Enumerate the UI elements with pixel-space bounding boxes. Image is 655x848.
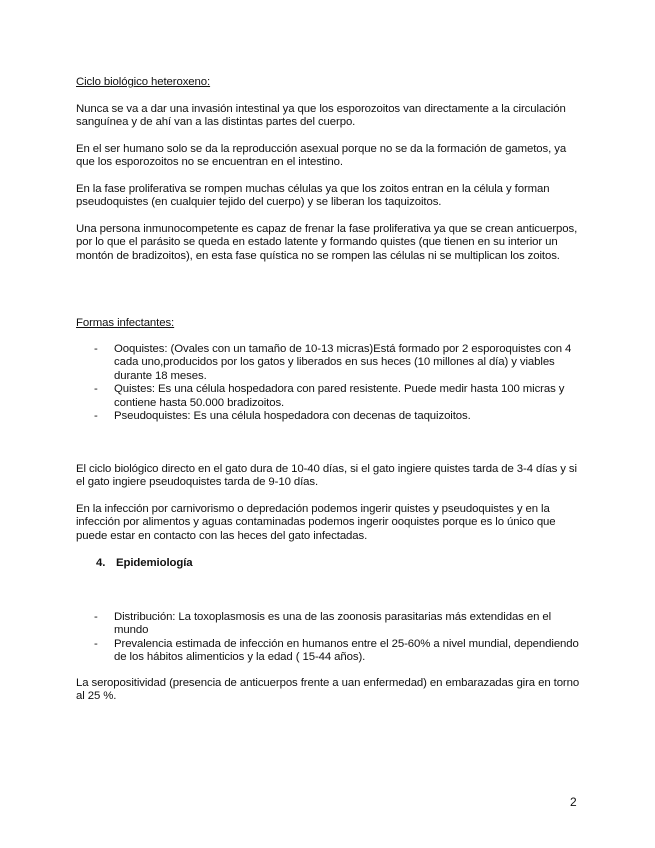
list-item <box>76 410 582 423</box>
ciclo-paragraph-4: Una persona inmunocompetente es capaz de frenar la fase proliferativa ya que se crean anticuerpos, por lo que el parásito se queda en estado latente y formando quistes (que tienen en su interior un montón de bradizoitos), en esta fase quística no se rompen las células ni se multiplican los zoitos. <box>76 223 578 262</box>
ciclo-heading: Ciclo biológico heteroxeno: <box>76 76 211 88</box>
list-item-text: Ooquistes: (Ovales con un tamaño de 10-13 micras)Está formado por 2 esporoquistes con 4 cada uno,producidos por los gatos y liberados en sus heces (10 millones al día) y viables durante 18 meses. <box>114 343 572 382</box>
list-item-text: Prevalencia estimada de infección en humanos entre el 25-60% a nivel mundial, dependiendo de los hábitos alimenticios y la edad ( 15-44 años). <box>114 637 579 664</box>
formas-list <box>76 343 582 423</box>
list-item <box>76 383 582 410</box>
list-item-text: Quistes: Es una célula hospedadora con pared resistente. Puede medir hasta 100 micras y contiene hasta 50.000 bradizoitos. <box>114 383 565 409</box>
section-number: 4. <box>96 557 106 569</box>
ciclo-directo-paragraph-2: En la infección por carnivorismo o depredación podemos ingerir quistes y pseudoquistes y en la infección por alimentos y aguas contaminadas podemos ingerir ooquistes porque es lo único que puede estar en contacto con las heces del gato infectadas. <box>76 503 556 542</box>
ciclo-directo-paragraph-1: El ciclo biológico directo en el gato dura de 10-40 días, si el gato ingiere quistes tarda de 3-4 días y si el gato ingiere pseudoquistes tarda de 9-10 días. <box>76 463 577 489</box>
list-dash: - <box>94 383 98 396</box>
list-item-text: Pseudoquistes: Es una célula hospedadora con decenas de taquizoitos. <box>114 410 471 423</box>
list-dash: - <box>94 637 98 650</box>
list-item-text: Distribución: La toxoplasmosis es una de las zoonosis parasitarias más extendidas en el mundo <box>114 611 552 637</box>
list-dash: - <box>94 611 98 623</box>
list-item <box>76 343 582 383</box>
section-title: Epidemiología <box>116 557 193 569</box>
epidemiologia-list <box>76 611 582 665</box>
ciclo-paragraph-2: En el ser humano solo se da la reproducción asexual porque no se da la formación de gametos, ya que los esporozoitos no se encuentran en el intestino. <box>76 143 567 169</box>
page-number: 2 <box>570 795 577 809</box>
list-dash: - <box>94 410 98 423</box>
epidemiologia-heading <box>96 557 193 570</box>
formas-heading: Formas infectantes: <box>76 317 175 329</box>
list-dash: - <box>94 343 98 355</box>
ciclo-paragraph-1: Nunca se va a dar una invasión intestinal ya que los esporozoitos van directamente a la circulación sanguínea y de ahí van a las distintas partes del cuerpo. <box>76 103 566 129</box>
ciclo-paragraph-3: En la fase proliferativa se rompen muchas células ya que los zoitos entran en la célula y forman pseudoquistes (en cualquier tejido del cuerpo) y se liberan los taquizoitos. <box>76 183 550 209</box>
list-item <box>76 638 582 665</box>
epidemiologia-paragraph: La seropositividad (presencia de anticuerpos frente a uan enfermedad) en embarazadas gira en torno al 25 %. <box>76 677 580 703</box>
list-item <box>76 611 582 638</box>
